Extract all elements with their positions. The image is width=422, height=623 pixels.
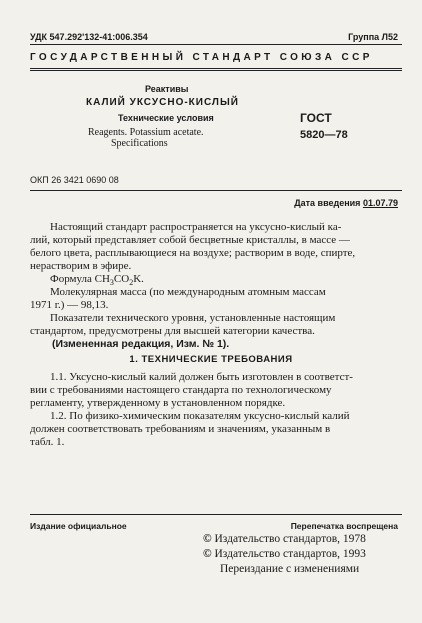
formula-label: Формула xyxy=(50,273,92,285)
product-name: КАЛИЙ УКСУСНО-КИСЛЫЙ xyxy=(86,97,239,108)
footer-rule xyxy=(30,514,402,515)
copyright-1993 xyxy=(203,548,366,560)
formula-part: CH xyxy=(94,273,110,285)
formula-part: K. xyxy=(133,273,144,285)
scope-paragraph xyxy=(30,221,398,234)
clause-line: должен соответствовать требованиям и значениям, указанным в xyxy=(30,423,331,435)
subtitle: Технические условия xyxy=(118,113,214,123)
edition-note: (Измененная редакция, Изм. № 1). xyxy=(52,338,230,350)
molecular-mass-paragraph xyxy=(30,286,398,299)
quality-line: Показатели технического уровня, установленные настоящим xyxy=(50,312,336,324)
formula-part: CO xyxy=(113,273,130,285)
clause-1-2 xyxy=(30,410,398,423)
clause-line: табл. 1. xyxy=(30,436,65,448)
banner-rule-2 xyxy=(30,70,402,71)
clause-1-1 xyxy=(30,371,398,384)
english-title-line2: Specifications xyxy=(111,138,168,149)
okp-rule xyxy=(30,190,402,191)
scope-line: Настоящий стандарт распространяется на уксусно-кислый ка- xyxy=(50,221,342,233)
udk-code: УДК 547.292'132-41:006.354 xyxy=(30,32,148,42)
group-code: Группа Л52 xyxy=(348,32,398,42)
english-title-line1: Reagents. Potassium acetate. xyxy=(88,127,204,138)
quality-paragraph xyxy=(30,312,398,325)
gost-label: ГОСТ xyxy=(300,111,332,125)
banner-rule-1 xyxy=(30,68,402,69)
reprint-prohibited: Перепечатка воспрещена xyxy=(290,521,398,531)
clause-line: регламенту, утвержденному в установленном порядке. xyxy=(30,397,286,409)
formula xyxy=(94,273,144,288)
clause-1-2-cont xyxy=(30,423,398,449)
copyright-1978 xyxy=(203,533,366,545)
category-label: Реактивы xyxy=(145,84,189,94)
copyright-icon: © xyxy=(203,533,212,545)
official-edition: Издание официальное xyxy=(30,521,127,531)
clause-1-1-cont xyxy=(30,384,398,410)
top-rule xyxy=(30,44,402,45)
section-title: 1. ТЕХНИЧЕСКИЕ ТРЕБОВАНИЯ xyxy=(129,354,293,365)
reissue-note: Переиздание с изменениями xyxy=(220,563,360,575)
copyright-text: Издательство стандартов, 1993 xyxy=(214,548,366,560)
introduction-date xyxy=(294,198,398,208)
scope-line: нерастворим в эфире. xyxy=(30,260,132,272)
introduction-date-label: Дата введения xyxy=(294,198,361,208)
state-standard-banner: ГОСУДАРСТВЕННЫЙ СТАНДАРТ СОЮЗА ССР xyxy=(30,52,373,63)
clause-line: 1.1. Уксусно-кислый калий должен быть изготовлен в соответст- xyxy=(50,371,353,383)
scope-line: лий, который представляет собой бесцветные кристаллы, в массе — xyxy=(30,234,350,246)
quality-line: стандартом, предусмотрены для высшей категории качества. xyxy=(30,325,315,337)
clause-line: вии с требованиями настоящего стандарта по технологическому xyxy=(30,384,332,396)
gost-number: 5820—78 xyxy=(300,129,348,141)
scope-line: белого цвета, расплывающиеся на воздухе; растворим в воде, спирте, xyxy=(30,247,356,259)
quality-paragraph-cont xyxy=(30,325,398,338)
clause-line: 1.2. По физико-химическим показателям уксусно-кислый калий xyxy=(50,410,350,422)
mass-line: 1971 г.) — 98,13. xyxy=(30,299,109,311)
copyright-icon: © xyxy=(203,548,212,560)
okp-code: ОКП 26 3421 0690 08 xyxy=(30,175,119,185)
copyright-text: Издательство стандартов, 1978 xyxy=(214,533,366,545)
formula-subscript: 2 xyxy=(129,278,134,288)
molecular-mass-cont xyxy=(30,299,398,312)
introduction-date-value: 01.07.79 xyxy=(362,198,398,208)
mass-line: Молекулярная масса (по международным атомным массам xyxy=(50,286,326,298)
scope-paragraph-cont xyxy=(30,234,398,273)
formula-subscript: 3 xyxy=(109,278,114,288)
